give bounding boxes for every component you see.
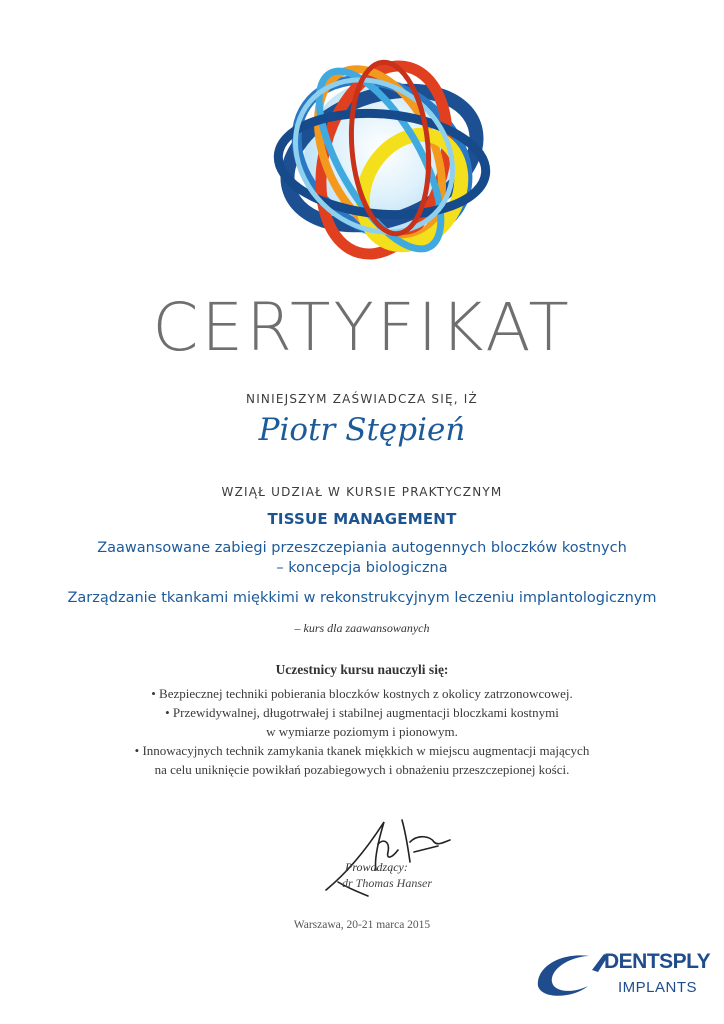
- course-subtitle-line: Zaawansowane zabiegi przeszczepiania autogennych bloczków kostnych: [97, 540, 627, 556]
- certificate-title: CERTYFIKAT: [152, 289, 572, 366]
- learning-outcomes: [0, 684, 724, 779]
- dentsply-swoosh-logo: [532, 946, 612, 1002]
- course-subtitle-line: Zarządzanie tkankami miękkimi w rekonstrukcyjnym leczeniu implantologicznym: [67, 590, 657, 606]
- outcome-line: na celu uniknięcie powikłań pozabiegowych i obnażeniu przeszczepionej kości.: [154, 762, 570, 777]
- recipient-name: Piotr Stępień: [258, 412, 466, 448]
- intro-text: NINIEJSZYM ZAŚWIADCZA SIĘ, IŻ: [246, 392, 478, 406]
- lead-label: Prowadzący:: [345, 860, 408, 874]
- outcome-line: w wymiarze poziomym i pionowym.: [266, 724, 458, 739]
- course-title: TISSUE MANAGEMENT: [267, 510, 457, 528]
- outcome-line: • Bezpiecznej techniki pobierania bloczków kostnych z okolicy zatrzonowcowej.: [151, 686, 573, 701]
- place-and-date: Warszawa, 20-21 marca 2015: [293, 919, 431, 931]
- outcome-line: • Przewidywalnej, długotrwałej i stabilnej augmentacji bloczkami kostnymi: [165, 705, 559, 720]
- course-level-note: – kurs dla zaawansowanych: [294, 621, 430, 635]
- lead-name: dr Thomas Hanser: [342, 876, 433, 890]
- learned-heading: Uczestnicy kursu nauczyli się:: [275, 662, 449, 677]
- participation-text: WZIĄŁ UDZIAŁ W KURSIE PRAKTYCZNYM: [221, 485, 503, 499]
- outcome-line: • Innowacyjnych technik zamykania tkanek miękkich w miejscu augmentacji mających: [134, 743, 590, 758]
- course-subtitle-line: – koncepcja biologiczna: [276, 560, 448, 576]
- brand-division: IMPLANTS: [618, 979, 698, 996]
- brand-name: DENTSPLY: [604, 950, 711, 973]
- globe-ribbon-logo: [262, 40, 502, 280]
